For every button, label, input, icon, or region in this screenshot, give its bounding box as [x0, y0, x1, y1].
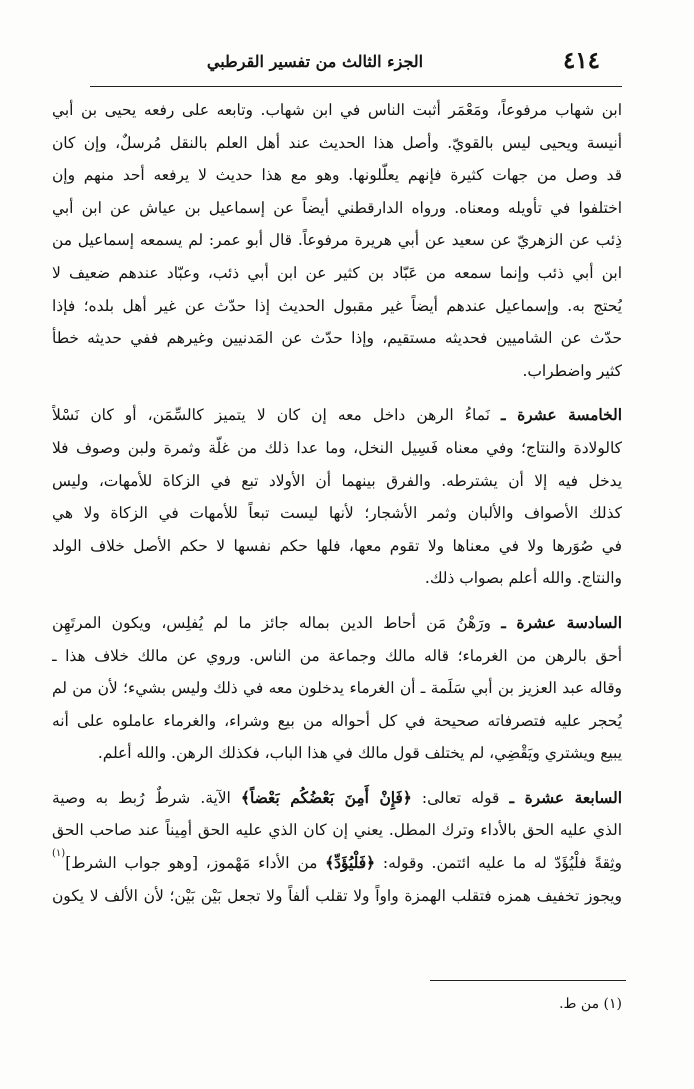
- text-line: يُحتج به. وإسماعيل عندهم أيضاً غير مقبول الحديث إذا حدّث عن غير أهل بلده؛ فإذا: [52, 296, 622, 315]
- text-line: وقاله عبد العزيز بن أبي سَلَمة ـ أن الغرماء يدخلون معه في ذلك وليس بشيء؛ لأن من لم: [52, 679, 622, 698]
- paragraph: [52, 94, 622, 387]
- text-line: كذلك الأصواف والألبان وثمر الأشجار؛ لأنها ليست تبعاً للأمهات في الزكاة ولا هي: [52, 504, 622, 523]
- text-line: يدخل فيه إلا أن يشترطه. والفرق بينهما أن الأولاد تبع في الزكاة للأمهات، وليس: [52, 471, 622, 490]
- text-run: ورَهْنُ مَن أحاط الدين بماله جائز ما لم يُفلِس، ويكون المرتَهِن: [52, 613, 491, 632]
- quran-quote: ﴿فَإِنْ أَمِنَ بَعْضُكُم بَعْضاً﴾: [240, 788, 412, 807]
- running-title: الجزء الثالث من تفسير القرطبي: [206, 52, 424, 71]
- text-line: الذي عليه الحق بالأداء وترك المطل. يعني إن كان الذي عليه الحق أمِيناً عند صاحب الحق: [52, 821, 622, 840]
- footnote: (١) من ط.: [559, 996, 622, 1012]
- text-line: يبيع ويشتري ويَقْضِي، لم يختلف قول مالك في هذا الباب، فكذلك الرهن. والله أعلم.: [97, 744, 622, 763]
- header-rule: [90, 86, 622, 87]
- text-line: [52, 847, 622, 880]
- text-line: [52, 399, 622, 432]
- text-line: ذِئب عن الزهريّ عن سعيد عن أبي هريرة مرفوعاً. قال أبو عمر: لم يسمعه إسماعيل من: [52, 231, 622, 250]
- text-line: ابن أبي ذئب وإنما سمعه من عَبّاد بن كثير عن ابن أبي ذئب، وعبّاد عندهم ضعيف لا: [52, 263, 622, 282]
- text-line: يُحجر عليه فتصرفاته صحيحة في كل أحواله من بيع وشراء، والغرماء عاملوه على أنه: [52, 711, 622, 730]
- text-line: ابن شهاب مرفوعاً، ومَعْمَر أثبت الناس في ابن شهاب. وتابعه على رفعه يحيى بن أبي: [52, 101, 622, 119]
- text-line: [52, 782, 622, 815]
- text-run: نَماءُ الرهن داخل معه إن كان لا يتميز كالسِّمَن، أو كان نَسْلاً: [52, 406, 490, 425]
- text-line: [52, 607, 622, 640]
- text-line: قد وصل من جهات كثيرة فإنهم يعلّلونها. وهو مع هذا حديث لا يرفعه أحد منهم وإن: [52, 166, 622, 185]
- text-line: كالولادة والنتاج؛ وفي معناه فَسِيل النخل، وما عدا ذلك من غلّة وثمرة ولبن وصوف فلا: [52, 438, 622, 457]
- page-body: [52, 94, 622, 912]
- text-line: اختلفوا في تأويله ومعناه. ورواه الدارقطني أيضاً عن إسماعيل بن عياش عن ابن أبي: [52, 198, 622, 217]
- paragraph: [52, 782, 622, 912]
- text-line: ويجوز تخفيف همزه فتقلب الهمزة واواً ولا تقلب ألفاً ولا تجعل بَيْن بَيْن؛ لأن الألف لا يكون: [52, 886, 622, 905]
- footnote-rule: [430, 980, 626, 981]
- footnote-marker[interactable]: (١): [52, 848, 66, 860]
- text-line: أحق بالرهن من الغرماء؛ قاله مالك وجماعة من الناس. وروي عن مالك خلاف هذا ـ: [52, 646, 622, 665]
- quran-quote: ﴿فَلْيُؤَدِّ﴾: [325, 854, 376, 873]
- issue-heading: السابعة عشرة ـ: [509, 788, 622, 807]
- text-line: كثير واضطراب.: [522, 361, 622, 380]
- text-run: قوله تعالى:: [411, 788, 500, 807]
- text-line: أنيسة ويحيى ليس بالقويّ. وأصل هذا الحديث عند أهل العلم بالنقل مُرسلٌ، وإن كان: [52, 133, 622, 152]
- issue-heading: الخامسة عشرة ـ: [501, 406, 622, 425]
- text-line: حدّث عن الشاميين فحديثه مستقيم، وإذا حدّث عن المَدنيين وغيرهم ففي حديثه خطأ: [52, 329, 622, 348]
- text-line: في صُوَرها ولا في معناها ولا تقوم معها، فلها حكم نفسها لا حكم الأصل خلاف الولد: [52, 536, 622, 555]
- text-line: والنتاج. والله أعلم بصواب ذلك.: [424, 569, 622, 588]
- page-number: ٤١٤: [562, 47, 600, 74]
- text-run: الآية. شرطٌ رُبط به وصية: [52, 788, 241, 807]
- page-header: [100, 46, 600, 86]
- paragraph: [52, 399, 622, 595]
- paragraph: [52, 607, 622, 770]
- issue-heading: السادسة عشرة ـ: [501, 613, 622, 632]
- text-run: وثِقةً فلْيُؤَدّ له ما عليه ائتمن. وقوله:: [375, 854, 622, 873]
- text-run: من الأداء مَهْموز، [وهو جواب الشرط]: [65, 854, 326, 873]
